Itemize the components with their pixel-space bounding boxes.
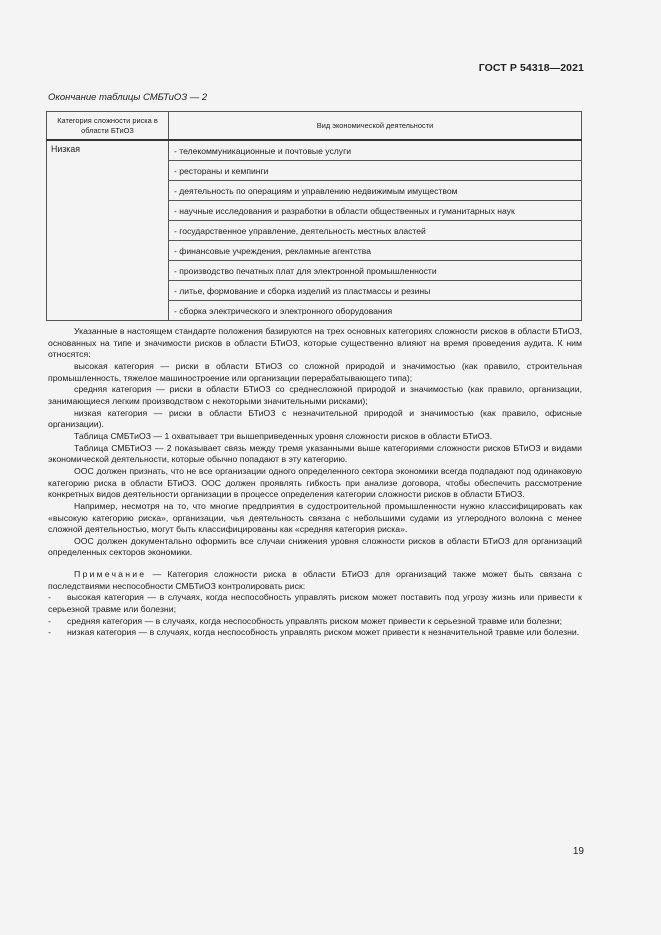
activity-cell: - финансовые учреждения, рекламные агентства xyxy=(169,241,582,261)
category-cell: Низкая xyxy=(47,140,169,321)
paragraph: Таблица СМБТиОЗ — 2 показывает связь между тремя указанными выше категориями сложности рисков БТиОЗ и видами экономической деятельности, которые обычно попадают в эту категорию. xyxy=(48,442,582,465)
header-activity: Вид экономической деятельности xyxy=(169,112,582,141)
paragraph: Таблица СМБТиОЗ — 1 охватывает три вышеприведенных уровня сложности рисков в области БТиОЗ. xyxy=(74,430,493,441)
activity-cell: - государственное управление, деятельность местных властей xyxy=(169,221,582,241)
activity-risk-table xyxy=(46,111,582,321)
note-paragraph xyxy=(48,569,582,592)
body-text xyxy=(48,326,582,639)
paragraph: низкая категория — риски в области БТиОЗ с незначительной природой и значимостью (как правило, офисные организации). xyxy=(48,407,582,430)
note-label: Примечание xyxy=(74,569,147,580)
activity-cell: - рестораны и кемпинги xyxy=(169,161,582,181)
header-category: Категория сложности риска в области БТиОЗ xyxy=(47,112,169,141)
table-header-row xyxy=(47,112,582,141)
note-item xyxy=(48,592,582,615)
activity-cell: - производство печатных плат для электронной промышленности xyxy=(169,261,582,281)
paragraph: высокая категория — риски в области БТиОЗ со сложной природой и значимостью (как правило, строительная промышленность, тяжелое машиностроение или организации перерабатывающего типа); xyxy=(48,360,582,383)
activity-cell: - сборка электрического и электронного оборудования xyxy=(169,301,582,321)
activity-cell: - литье, формование и сборка изделий из пластмассы и резины xyxy=(169,281,582,301)
note-item xyxy=(48,616,582,628)
paragraph: ООС должен документально оформить все случаи снижения уровня сложности рисков в области БТиОЗ для организаций определенных секторов экономики. xyxy=(48,535,582,558)
note-item-text: низкая категория — в случаях, когда неспособность управлять риском может привести к незначительной травме или болезни. xyxy=(67,627,580,638)
table-caption: Окончание таблицы СМБТиОЗ — 2 xyxy=(48,92,208,103)
dash-marker: - xyxy=(48,615,51,626)
note-item-text: средняя категория — в случаях, когда неспособность управлять риском может привести к серьезной травме или болезни; xyxy=(67,615,563,626)
paragraph: Указанные в настоящем стандарте положения базируются на трех основных категориях сложности рисков в области БТиОЗ, основанных на типе и значимости рисков в области БТиОЗ, которые существенно влияют на время проведения аудита. К ним относятся: xyxy=(48,326,582,360)
activity-cell: - деятельность по операциям и управлению недвижимым имуществом xyxy=(169,181,582,201)
note-item-text: высокая категория — в случаях, когда неспособность управлять риском может поставить под угрозу жизнь или привести к серьезной травме или болезни; xyxy=(48,592,582,615)
activity-cell: - научные исследования и разработки в области общественных и гуманитарных наук xyxy=(169,201,582,221)
standard-code: ГОСТ Р 54318—2021 xyxy=(478,62,584,74)
paragraph: средняя категория — риски в области БТиОЗ со среднесложной природой и значимостью (как правило, организации, занимающиеся легким производством с некоторыми значительными рисками); xyxy=(48,384,582,406)
table-row xyxy=(47,140,582,161)
dash-marker: - xyxy=(48,627,51,638)
note-text: — Категория сложности риска в области БТиОЗ для организаций также может быть связана с последствиями неспособности СМБТиОЗ контролировать риск: xyxy=(48,569,582,591)
note-item xyxy=(48,627,582,639)
activity-cell: - телекоммуникационные и почтовые услуги xyxy=(169,140,582,161)
dash-marker: - xyxy=(48,592,51,603)
paragraph: Например, несмотря на то, что многие предприятия в судостроительной промышленности нужно классифицировать как «высокую категорию риска», организации, чья деятельность связана с небольшими судами из углеродного волокна с менее сложной деятельностью, могут быть классифицированы как «средняя категория риска». xyxy=(48,500,582,535)
page-number: 19 xyxy=(572,846,584,857)
paragraph: ООС должен признать, что не все организации одного определенного сектора экономики всегда подпадают под одинаковую категорию риска в области БТиОЗ. ООС должен проявлять гибкость при анализе договора, чтобы обеспечить рассмотрение конкретных видов деятельности организации в процессе определения категории сложности рисков в области БТиОЗ. xyxy=(48,465,582,500)
